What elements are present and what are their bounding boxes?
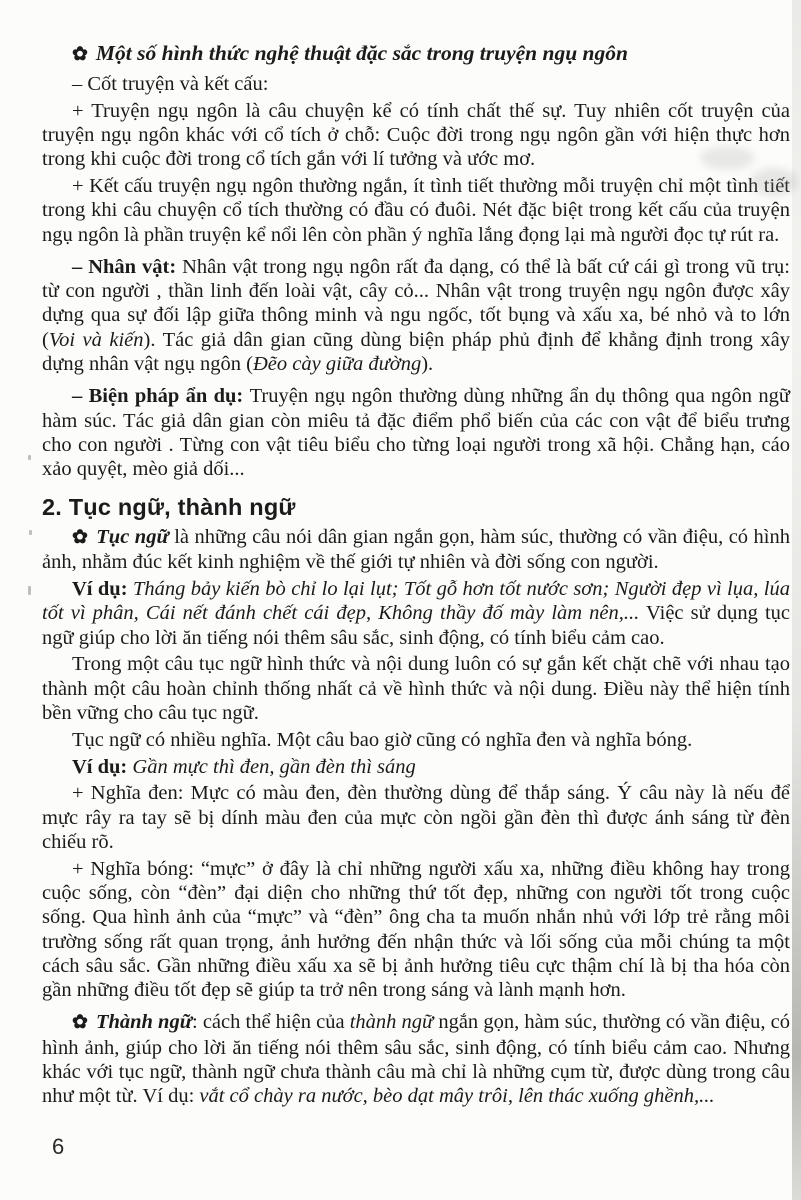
character-label: – Nhân vật: — [72, 255, 183, 278]
thanhngu-body-1: : cách thể hiện của — [191, 1011, 350, 1034]
tucngu-definition — [42, 525, 790, 575]
literal-meaning-paragraph: + Nghĩa đen: Mực có màu đen, đèn thường dùng để thắp sáng. Ý câu này là nếu để mực rây ra tay sẽ bị dính màu đen của mực còn ngồi gần đèn thì được ánh sáng từ đèn chiếu rõ. — [42, 782, 790, 853]
flower-bullet-icon: ✿ — [72, 1012, 88, 1034]
character-paragraph — [42, 255, 790, 376]
plot-structure-label: – Cốt truyện và kết cấu: — [72, 72, 269, 95]
metaphor-body: Truyện ngụ ngôn thường dùng những ẩn dụ thông qua ngôn ngữ hàm súc. Tác giả dân gian còn miêu tả đặc điểm phổ biến của các con vật để biểu trưng cho con người . Từng con vật tiêu biểu cho từng loại người trong xã hội. Chẳng hạn, cáo xảo quyệt, mèo giả dối... — [42, 385, 790, 481]
character-example-1: Voi và kiến — [48, 328, 144, 351]
scan-speck — [28, 586, 31, 595]
fable-art-heading — [42, 41, 790, 67]
tucngu-example-proverbs: Tháng bảy kiến bò chỉ lo lại lụt; Tốt gỗ hơn tốt nước sơn; Người đẹp vì lụa, lúa tốt vì phân, Cái nết đánh chết cái đẹp, Không thầy đố mày làm nên,... — [42, 577, 790, 625]
thanhngu-paragraph — [42, 1010, 790, 1108]
tucngu-example-paragraph — [42, 577, 790, 650]
thanhngu-term: Thành ngữ — [95, 1011, 192, 1034]
section-2-heading: 2. Tục ngữ, thành ngữ — [42, 493, 296, 520]
meaning-example-paragraph — [42, 755, 790, 779]
character-body-1: Nhân vật trong ngụ ngôn rất đa dạng, có thể là bất cứ cái gì trong vũ trụ: từ con người , thần linh đến loài vật, cây cỏ... Nhân vật trong truyện ngụ ngôn được xây dựng qua sự đối lập giữa thông minh và ngu ngốc, tốt bụng và xấu xa, bé nhỏ và to lớn ( — [42, 255, 791, 351]
meaning-example-proverb: Gần mực thì đen, gần đèn thì sáng — [132, 755, 416, 778]
example-label: Ví dụ: — [72, 755, 133, 778]
tucngu-example-rest: Việc sử dụng tục ngữ giúp cho lời ăn tiếng nói thêm sâu sắc, sinh động, có tính biểu cảm cao. — [42, 602, 791, 649]
flower-bullet-icon: ✿ — [72, 43, 88, 65]
example-label: Ví dụ: — [72, 577, 133, 600]
plot-point-1: + Truyện ngụ ngôn là câu chuyện kể có tính chất thế sự. Tuy nhiên cốt truyện của truyện ngụ ngôn khác với cổ tích ở chỗ: Cuộc đời trong ngụ ngôn gần với hiện thực hơn trong khi cuộc đời trong cổ tích gắn với lí tưởng và ước mơ. — [42, 99, 790, 171]
page-number: 6 — [52, 1134, 65, 1159]
tucngu-definition-body: là những câu nói dân gian ngắn gọn, hàm súc, thường có vần điệu, có hình ảnh, nhằm đúc kết kinh nghiệm về thế giới tự nhiên và đời sống con người. — [42, 525, 790, 574]
thanhngu-body-2: ngắn gọn, hàm súc, thường có vần điệu, có hình ảnh, giúp cho lời ăn tiếng nói thêm sâu sắc, sinh động, có tính biểu cảm cao. Nhưng khác với tục ngữ, thành ngữ chưa thành câu mà chỉ là những cụm từ, được dùng trong câu như một từ. Ví dụ: — [42, 1011, 790, 1108]
character-example-2: Đẽo cày giữa đường — [252, 353, 422, 376]
thanhngu-idiom-examples: vắt cổ chày ra nước, bèo dạt mây trôi, lên thác xuống ghềnh,... — [199, 1085, 715, 1108]
flower-bullet-icon: ✿ — [72, 526, 89, 548]
fable-art-heading-text: Một số hình thức nghệ thuật đặc sắc trong truyện ngụ ngôn — [95, 40, 628, 65]
page-content — [42, 38, 790, 1111]
scan-speck — [28, 455, 31, 460]
scan-speck — [29, 530, 32, 535]
character-body-3: ). — [421, 353, 434, 376]
meanings-paragraph: Tục ngữ có nhiều nghĩa. Một câu bao giờ cũng có nghĩa đen và nghĩa bóng. — [72, 728, 693, 751]
plot-point-2: + Kết cấu truyện ngụ ngôn thường ngắn, ít tình tiết thường mỗi truyện chỉ một tình tiết trong khi câu chuyện cổ tích thường có đầu có đuôi. Nét đặc biệt trong kết cấu của truyện ngụ ngôn là phần truyện kể nổi lên còn phần ý nghĩa lắng đọng lại mà người đọc tự rút ra. — [42, 174, 790, 246]
tucngu-term: Tục ngữ — [96, 525, 169, 548]
scan-edge-shadow — [792, 0, 801, 1200]
metaphor-label: – Biện pháp ẩn dụ: — [72, 385, 250, 408]
thanhngu-italic-1: thành ngữ — [349, 1011, 434, 1034]
cohesion-paragraph: Trong một câu tục ngữ hình thức và nội dung luôn có sự gắn kết chặt chẽ với nhau tạo thành một câu hoàn chỉnh thống nhất cả về hình thức và nội dung. Điều này thể hiện tính bền vững cho câu tục ngữ. — [42, 653, 790, 724]
metaphor-paragraph — [42, 384, 790, 481]
figurative-meaning-paragraph: + Nghĩa bóng: “mực” ở đây là chỉ những người xấu xa, những điều không hay trong cuộc sống, còn “đèn” đại diện cho những thứ tốt đẹp, những con người tốt trong cuộc sống. Qua hình ảnh của “mực” và “đèn” ông cha ta muốn nhắn nhủ với lớp trẻ rằng môi trường sống rất quan trọng, ảnh hưởng đến nhận thức và lối sống của mỗi chúng ta một cách sâu sắc. Gần những điều xấu xa sẽ bị ảnh hưởng tiêu cực thậm chí là bị tha hóa còn gần những điều tốt đẹp sẽ giúp ta trở nên trong sáng và lành mạnh hơn. — [42, 857, 790, 1002]
character-body-2: ). Tác giả dân gian cũng dùng biện pháp phủ định để khẳng định trong xây dựng nhân vật ngụ ngôn ( — [42, 328, 790, 376]
